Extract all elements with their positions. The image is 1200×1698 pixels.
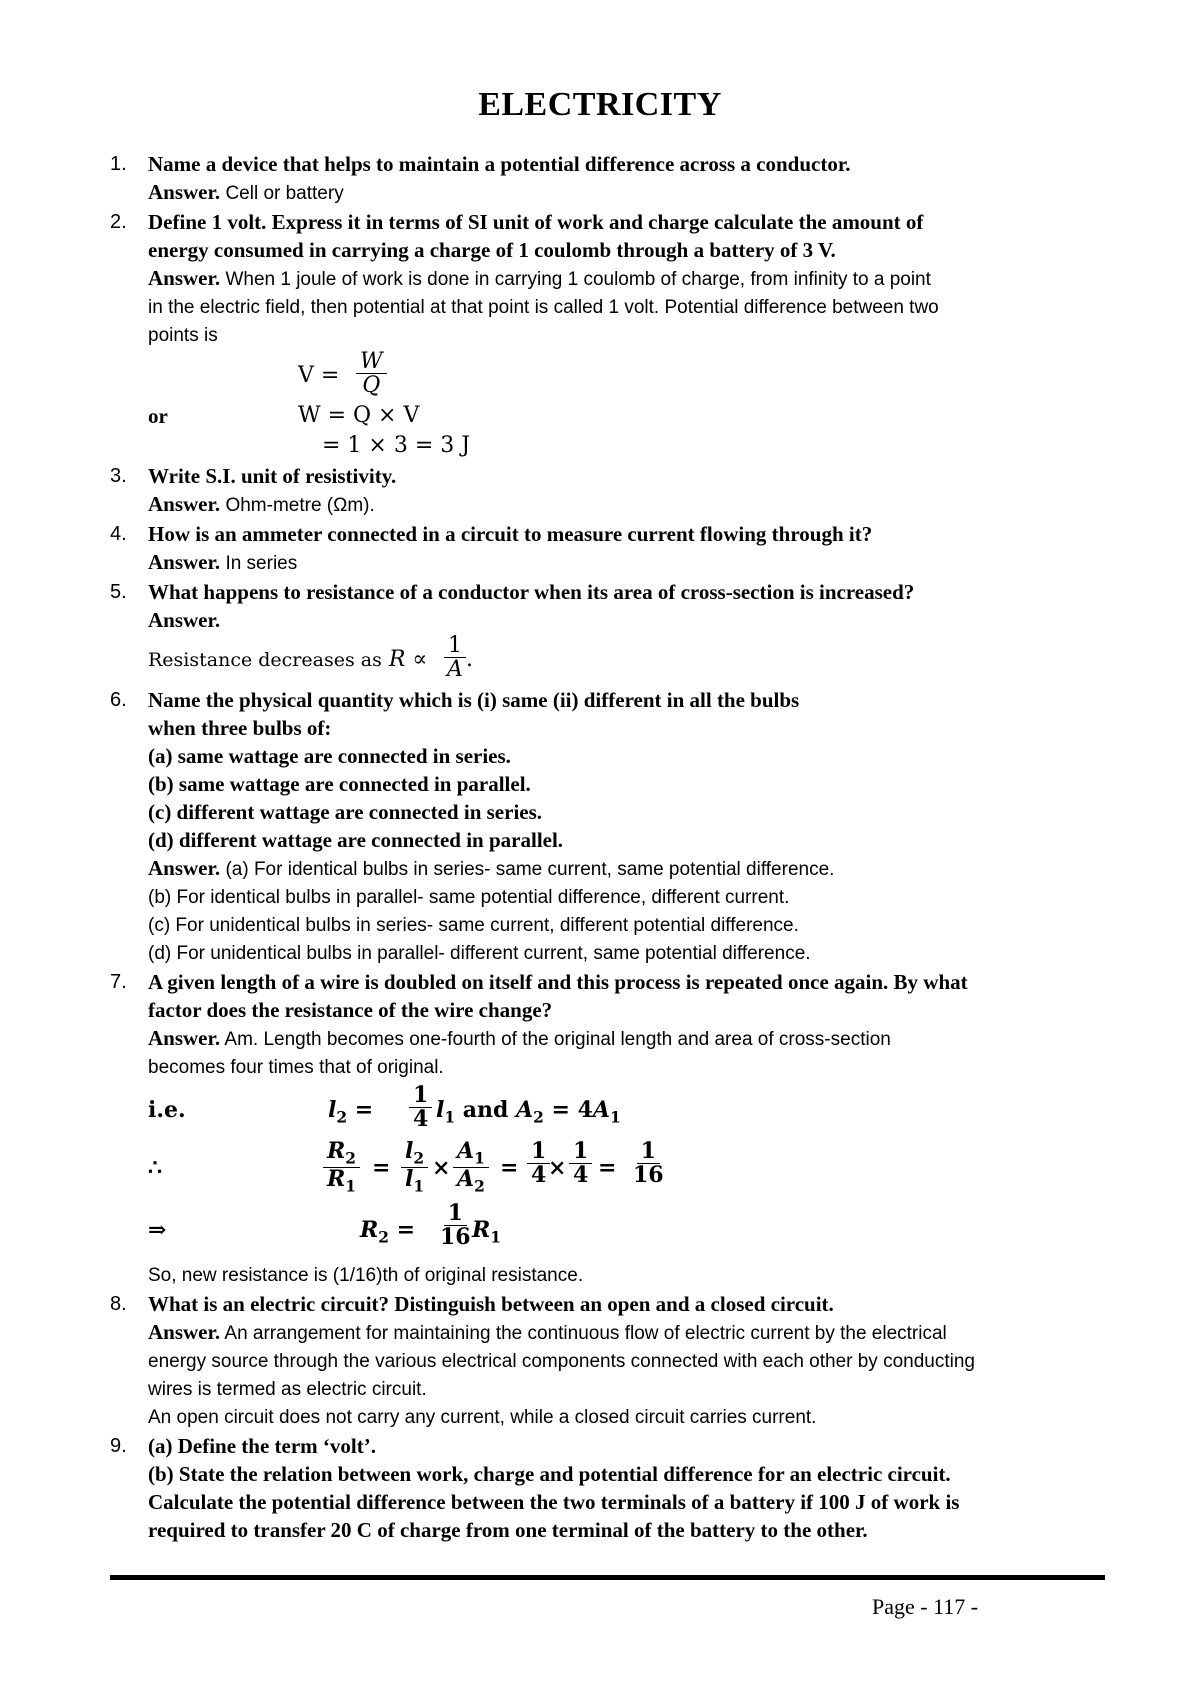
question-text: What happens to resistance of a conductor when its area of cross-section is increased?: [148, 580, 915, 604]
answer-text: So, new resistance is (1/16)th of original resistance.: [148, 1265, 584, 1286]
answer-text: (d) For unidentical bulbs in parallel- different current, same potential difference.: [148, 943, 811, 964]
equation-length-area: i.e. $l_2$ = $\frac{1}{4}$ $l_1$ and $A_2 = 4A_1$: [148, 1082, 621, 1133]
denominator: Q: [362, 373, 381, 399]
equation-result: [148, 432, 1100, 462]
question-option: (a) same wattage are connected in series.: [148, 744, 511, 768]
equation-w: [148, 402, 1100, 432]
answer-text: Ohm-metre (Ωm).: [225, 495, 375, 516]
answer-label: Answer.: [148, 266, 221, 290]
answer-text: in the electric field, then potential at that point is called 1 volt. Potential difference between two: [148, 297, 939, 318]
question-number: 7.: [110, 971, 127, 993]
answer-formula: [148, 634, 1100, 682]
answer-text: An arrangement for maintaining the continuous flow of electric current by the electrical: [224, 1323, 947, 1344]
answer-text: Resistance decreases as: [148, 649, 382, 671]
denominator: 16: [633, 1162, 664, 1189]
fraction: [443, 634, 467, 681]
fraction: [409, 1084, 432, 1131]
ie-label: i.e.: [148, 1097, 186, 1123]
answer: [148, 490, 1100, 520]
answer: [148, 548, 1100, 578]
question-text: Calculate the potential difference between the two terminals of a battery if 100 J of work is: [148, 1490, 960, 1514]
answer-text: An open circuit does not carry any current, while a closed circuit carries current.: [148, 1407, 817, 1428]
question-text: What is an electric circuit? Distinguish between an open and a closed circuit.: [148, 1292, 834, 1316]
equation-new-resistance: ⇒ $R_2$ = $\frac{1}{16}$ $R_1$: [148, 1200, 502, 1251]
question-number: 4.: [110, 523, 127, 545]
therefore-symbol: ∴: [148, 1155, 162, 1181]
numerator: 1: [527, 1140, 550, 1164]
eq-lhs: V =: [298, 363, 340, 388]
question-number: 9.: [110, 1435, 127, 1457]
answer-text: (a) For identical bulbs in series- same current, same potential difference.: [225, 859, 835, 880]
answer-text: wires is termed as electric circuit.: [148, 1379, 427, 1400]
proportional-symbol: ∝: [412, 647, 428, 672]
equation-v: [148, 350, 1100, 402]
question-text: How is an ammeter connected in a circuit to measure current flowing through it?: [148, 522, 873, 546]
answer-label: Answer.: [148, 1320, 221, 1344]
answer: [148, 178, 1100, 208]
answer-text: When 1 joule of work is done in carrying 1 coulomb of charge, from infinity to a point: [225, 269, 931, 290]
answer-text: (b) For identical bulbs in parallel- same potential difference, different current.: [148, 887, 790, 908]
question-number: 2.: [110, 211, 127, 233]
answer-label: Answer.: [148, 608, 221, 632]
numerator: 1: [637, 1140, 660, 1164]
equation: = 1 × 3 = 3 J: [322, 433, 471, 458]
question-option: (b) same wattage are connected in parallel.: [148, 772, 531, 796]
numerator: 1: [444, 1202, 467, 1226]
answer: [148, 854, 1100, 884]
question-text: Name the physical quantity which is (i) same (ii) different in all the bulbs: [148, 688, 800, 712]
and-word: and: [462, 1097, 509, 1123]
answer-label: Answer.: [148, 550, 221, 574]
question-number: 8.: [110, 1293, 127, 1315]
question-2: [110, 208, 1100, 462]
question-text: Write S.I. unit of resistivity.: [148, 464, 397, 488]
question-text: when three bulbs of:: [148, 716, 332, 740]
answer-label: Answer.: [148, 492, 221, 516]
answer-text: Am. Length becomes one-fourth of the original length and area of cross-section: [224, 1029, 891, 1050]
equation-resistance-ratio: ∴ $\frac{R_2}{R_1}$ = $\frac{l_2}{l_1}$ × $\frac{A_1}{A_2}$ = $\frac{1}{4}$ × $\frac{1}{4}$ = $\frac{1}{16}$: [148, 1138, 1100, 1200]
question-text: required to transfer 20 C of charge from one terminal of the battery to the other.: [148, 1518, 868, 1542]
footer-divider: [110, 1575, 1105, 1580]
fraction: [356, 350, 387, 397]
answer: [148, 1024, 1100, 1054]
question-number: 5.: [110, 581, 127, 603]
page-title: ELECTRICITY: [478, 86, 722, 123]
answer: [148, 1318, 1100, 1348]
question-8: [110, 1290, 1100, 1432]
question-5: [110, 578, 1100, 682]
answer-label: Answer.: [148, 180, 221, 204]
question-text: (a) Define the term ‘volt’.: [148, 1434, 376, 1458]
question-number: 6.: [110, 689, 127, 711]
question-text: Define 1 volt. Express it in terms of SI unit of work and charge calculate the amount of: [148, 210, 924, 234]
question-text: energy consumed in carrying a charge of 1 coulomb through a battery of 3 V.: [148, 238, 836, 262]
question-3: [110, 462, 1100, 520]
answer: [148, 264, 1100, 294]
question-number: 1.: [110, 153, 127, 175]
denominator: 4: [531, 1162, 547, 1189]
answer-label: Answer.: [148, 856, 221, 880]
question-1: [110, 150, 1100, 208]
question-text: (b) State the relation between work, charge and potential difference for an electric circuit.: [148, 1462, 951, 1486]
denominator: 4: [413, 1106, 429, 1133]
or-label: or: [148, 404, 168, 428]
denominator: A: [447, 657, 463, 683]
question-text: A given length of a wire is doubled on itself and this process is repeated once again. By what: [148, 970, 968, 994]
numerator: 1: [569, 1140, 592, 1164]
answer-text: points is: [148, 325, 218, 346]
answer-label: Answer.: [148, 1026, 221, 1050]
question-9: [110, 1432, 1100, 1544]
implies-symbol: ⇒: [148, 1217, 167, 1243]
page-number: Page - 117 -: [872, 1594, 979, 1619]
equation: W = Q × V: [298, 403, 420, 428]
question-6: [110, 686, 1100, 968]
answer-text: (c) For unidentical bulbs in series- same current, different potential difference.: [148, 915, 799, 936]
answer-text: Cell or battery: [225, 183, 344, 204]
question-list: [110, 150, 1100, 1544]
numerator: 1: [444, 634, 466, 658]
answer-text: energy source through the various electrical components connected with each other by conducting: [148, 1351, 975, 1372]
question-text: Name a device that helps to maintain a potential difference across a conductor.: [148, 152, 851, 176]
question-text: factor does the resistance of the wire change?: [148, 998, 553, 1022]
denominator: 16: [440, 1224, 471, 1251]
question-number: 3.: [110, 465, 127, 487]
numerator: W: [360, 349, 383, 374]
question-option: (d) different wattage are connected in parallel.: [148, 828, 564, 852]
formula-r: R: [388, 647, 406, 672]
period: .: [466, 647, 473, 672]
question-option: (c) different wattage are connected in series.: [148, 800, 543, 824]
answer-text: In series: [225, 553, 298, 574]
numerator: 1: [409, 1084, 432, 1108]
denominator: 4: [573, 1162, 589, 1189]
question-4: [110, 520, 1100, 578]
question-7: [110, 968, 1100, 1290]
answer-text: becomes four times that of original.: [148, 1057, 444, 1078]
